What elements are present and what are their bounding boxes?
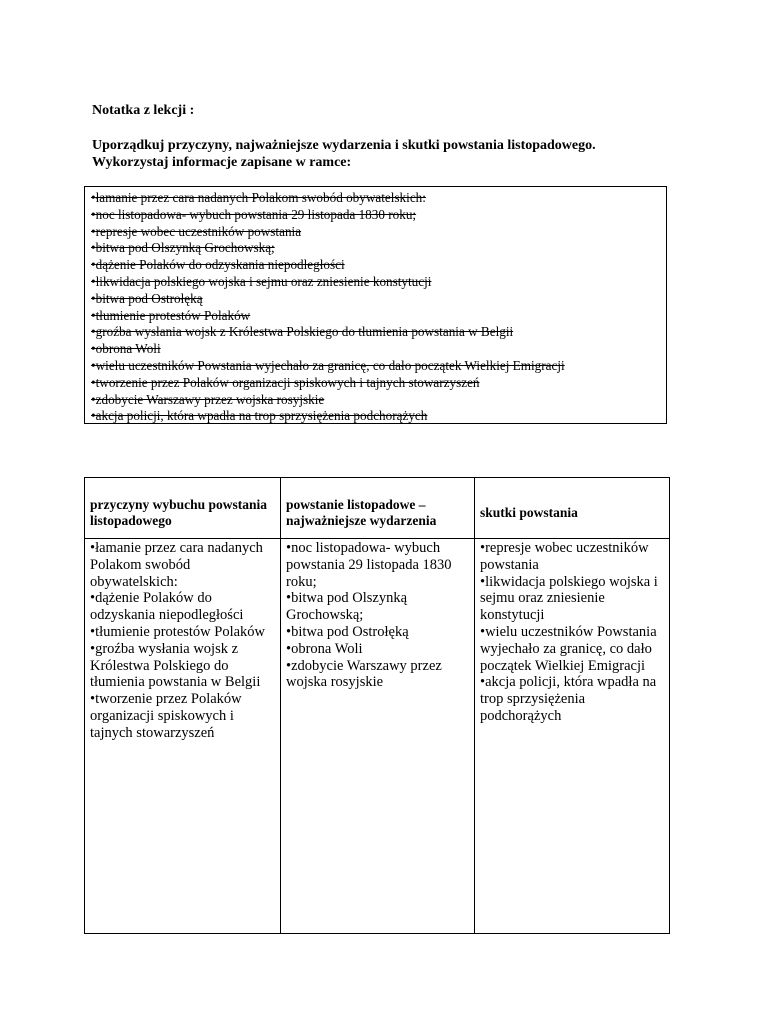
- info-box-item: • noc listopadowa- wybuch powstania 29 listopada 1830 roku;: [91, 207, 666, 224]
- events-list: [286, 540, 469, 691]
- info-box-item: • obrona Woli: [91, 341, 666, 358]
- event-item: • bitwa pod Olszynką Grochowską;: [286, 590, 469, 624]
- info-box-item: • bitwa pod Olszynką Grochowską;: [91, 240, 666, 257]
- info-box-item: • wielu uczestników Powstania wyjechało za granicę, co dało początek Wielkiej Emigracji: [91, 358, 666, 375]
- info-box-item: • akcja policji, która wpadła na trop sprzysiężenia podchorążych: [91, 408, 666, 425]
- info-box-list: [91, 190, 666, 425]
- info-box-item: • bitwa pod Ostrołęką: [91, 291, 666, 308]
- effect-item: • represje wobec uczestników powstania: [480, 540, 664, 574]
- effect-item: • likwidacja polskiego wojska i sejmu oraz zniesienie konstytucji: [480, 574, 664, 624]
- header-effects: skutki powstania: [475, 478, 670, 539]
- summary-table: [84, 477, 670, 934]
- causes-list: [90, 540, 275, 742]
- info-box-item: • tłumienie protestów Polaków: [91, 308, 666, 325]
- cause-item: • tłumienie protestów Polaków: [90, 624, 275, 641]
- effects-cell: [475, 539, 670, 934]
- effect-item: • akcja policji, która wpadła na trop sprzysiężenia podchorążych: [480, 674, 664, 724]
- info-box-item: • represje wobec uczestników powstania: [91, 224, 666, 241]
- info-box: [84, 186, 667, 424]
- effect-item: • wielu uczestników Powstania wyjechało za granicę, co dało początek Wielkiej Emigracji: [480, 624, 664, 674]
- table-header-row: [85, 478, 670, 539]
- info-box-item: • likwidacja polskiego wojska i sejmu oraz zniesienie konstytucji: [91, 274, 666, 291]
- header-events: powstanie listopadowe – najważniejsze wydarzenia: [281, 478, 475, 539]
- header-causes: przyczyny wybuchu powstania listopadowego: [85, 478, 281, 539]
- event-item: • noc listopadowa- wybuch powstania 29 listopada 1830 roku;: [286, 540, 469, 590]
- info-box-item: • tworzenie przez Polaków organizacji spiskowych i tajnych stowarzyszeń: [91, 375, 666, 392]
- event-item: • bitwa pod Ostrołęką: [286, 624, 469, 641]
- effects-list: [480, 540, 664, 725]
- cause-item: • łamanie przez cara nadanych Polakom swobód obywatelskich:: [90, 540, 275, 590]
- table-row: [85, 539, 670, 934]
- info-box-item: • zdobycie Warszawy przez wojska rosyjskie: [91, 392, 666, 409]
- cause-item: • dążenie Polaków do odzyskania niepodległości: [90, 590, 275, 624]
- events-cell: [281, 539, 475, 934]
- cause-item: • groźba wysłania wojsk z Królestwa Polskiego do tłumienia powstania w Belgii: [90, 641, 275, 691]
- event-item: • obrona Woli: [286, 641, 469, 658]
- instruction: [92, 137, 692, 171]
- note-title: Notatka z lekcji :: [92, 103, 195, 118]
- instruction-line-1: Uporządkuj przyczyny, najważniejsze wydarzenia i skutki powstania listopadowego.: [92, 138, 596, 153]
- info-box-item: • dążenie Polaków do odzyskania niepodległości: [91, 257, 666, 274]
- causes-cell: [85, 539, 281, 934]
- info-box-item: • łamanie przez cara nadanych Polakom swobód obywatelskich:: [91, 190, 666, 207]
- instruction-line-2: Wykorzystaj informacje zapisane w ramce:: [92, 155, 352, 170]
- event-item: • zdobycie Warszawy przez wojska rosyjskie: [286, 658, 469, 692]
- info-box-item: • groźba wysłania wojsk z Królestwa Polskiego do tłumienia powstania w Belgii: [91, 324, 666, 341]
- cause-item: • tworzenie przez Polaków organizacji spiskowych i tajnych stowarzyszeń: [90, 691, 275, 741]
